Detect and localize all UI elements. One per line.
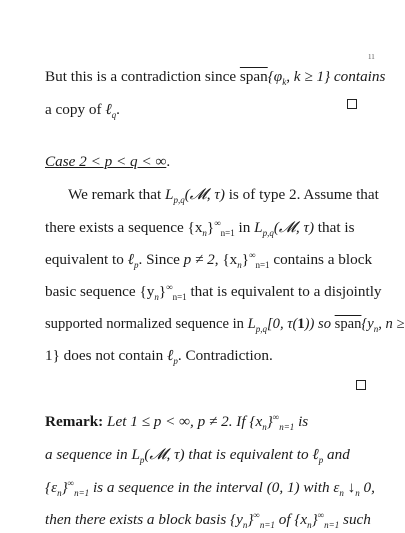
text-span: } — [266, 413, 273, 430]
text-span: that is equivalent to a disjointly — [186, 283, 382, 300]
remark-line-3 — [45, 479, 375, 497]
math-span: , n ≥ — [378, 316, 405, 332]
math-subscript: p,q — [255, 323, 267, 334]
math-subscript: n — [242, 520, 248, 531]
text-span: . Since — [138, 251, 184, 268]
text-span: a sequence in — [45, 446, 132, 463]
text-line-5 — [45, 219, 355, 237]
text-span: } — [247, 511, 254, 528]
text-span: and — [323, 446, 350, 463]
math-subscript: n=1 — [279, 422, 295, 433]
text-span: contains a block — [269, 251, 373, 268]
qed-box-2 — [356, 380, 366, 390]
text-span: . — [116, 101, 120, 118]
text-span: in — [234, 219, 255, 236]
math-symbol: L — [254, 219, 263, 236]
math-subscript: n — [57, 488, 62, 499]
text-span: } — [241, 251, 250, 268]
math-symbol: L — [247, 316, 256, 332]
math-symbol: ℓ — [312, 446, 319, 463]
remark-line-1 — [45, 413, 308, 431]
math-superscript: ∞ — [253, 509, 260, 520]
text-span: } — [61, 479, 68, 496]
text-span: 0, — [359, 479, 375, 496]
math-subscript: p — [134, 260, 139, 271]
text-span: } — [311, 511, 318, 528]
math-subscript: q — [111, 110, 117, 121]
text-span: . — [166, 153, 171, 170]
math-span: [0, τ( — [267, 316, 298, 332]
math-superscript: ∞ — [272, 411, 280, 422]
text-line-8 — [45, 315, 405, 333]
qed-box-1 — [347, 99, 357, 109]
math-subscript: n — [154, 292, 159, 303]
text-span: a copy of — [45, 101, 106, 118]
text-line-9 — [45, 347, 273, 365]
remark-label: Remark: — [45, 413, 104, 430]
text-span: {ε — [45, 479, 58, 496]
math-subscript: p — [139, 455, 145, 466]
text-span: } — [206, 219, 215, 236]
text-span: We remark that — [68, 186, 166, 203]
text-line-2 — [45, 101, 120, 119]
page-number: 11 — [368, 53, 375, 61]
math-bold-one: 1 — [297, 316, 305, 332]
math-subscript: n=1 — [172, 292, 187, 303]
math-superscript: ∞ — [67, 477, 75, 488]
text-span: , {x — [214, 251, 238, 268]
math-subscript: n=1 — [324, 520, 340, 531]
math-subscript: p — [173, 356, 178, 367]
math-span: , k ≥ 1} contains — [286, 68, 386, 85]
math-symbol: ℓ — [105, 101, 112, 118]
text-line-4 — [68, 186, 379, 204]
text-span: . Contradiction. — [177, 347, 273, 364]
math-subscript: n — [355, 488, 360, 499]
math-span: (𝓜, τ) — [184, 186, 225, 203]
math-span: p ≠ 2 — [183, 251, 215, 268]
math-superscript: ∞ — [249, 249, 256, 260]
math-span: )) so — [304, 316, 335, 332]
text-line-7 — [45, 283, 382, 301]
text-span: such — [339, 511, 371, 528]
math-span: (𝓜, τ) — [273, 219, 314, 236]
text-line-1 — [45, 68, 385, 86]
text-span: ↓ — [343, 479, 356, 496]
text-span: there exists a sequence {x — [45, 219, 203, 236]
text-span: } — [158, 283, 167, 300]
math-subscript: n=1 — [74, 488, 90, 499]
math-superscript: ∞ — [214, 217, 221, 228]
case-heading — [45, 153, 170, 171]
text-span: Let 1 ≤ p < ∞, p ≠ 2. If {x — [103, 413, 263, 430]
math-subscript: n — [237, 260, 242, 271]
overline-span-operator: span — [239, 68, 268, 85]
text-span: But this is a contradiction since — [45, 68, 240, 85]
text-span: is a sequence in the interval (0, 1) with ε — [89, 479, 340, 496]
math-symbol: ℓ — [127, 251, 134, 268]
text-span: supported normalized sequence in — [45, 316, 248, 332]
text-span: then there exists a block basis {y — [45, 511, 243, 528]
text-span: of {x — [274, 511, 308, 528]
overline-span-operator: span — [334, 316, 362, 332]
text-span: that is — [314, 219, 355, 236]
case-label: Case 2 < p < q < ∞ — [45, 153, 167, 170]
math-subscript: n — [339, 488, 344, 499]
text-span: 1} does not contain — [45, 347, 168, 364]
remark-line-4 — [45, 511, 371, 529]
math-subscript: k — [282, 77, 287, 88]
text-span: equivalent to — [45, 251, 128, 268]
math-span: {y — [361, 316, 374, 332]
math-subscript: n — [262, 422, 267, 433]
math-subscript: n=1 — [220, 228, 235, 239]
math-span: {φ — [267, 68, 283, 85]
math-subscript: n=1 — [255, 260, 270, 271]
math-span: (𝓜, τ) — [144, 446, 185, 463]
math-symbol: L — [131, 446, 140, 463]
text-span: is — [294, 413, 309, 430]
math-subscript: n — [202, 228, 207, 239]
math-symbol: ℓ — [167, 347, 174, 364]
text-span: is of type 2. Assume that — [224, 186, 379, 203]
math-subscript: n — [307, 520, 312, 531]
math-subscript: p,q — [173, 195, 185, 206]
math-subscript: p,q — [262, 228, 274, 239]
math-symbol: L — [165, 186, 174, 203]
math-superscript: ∞ — [317, 509, 325, 520]
math-subscript: n=1 — [259, 520, 275, 531]
math-subscript: p — [318, 455, 324, 466]
remark-line-2 — [45, 446, 350, 464]
math-subscript: n — [373, 323, 379, 334]
text-span: that is equivalent to — [184, 446, 313, 463]
math-superscript: ∞ — [166, 281, 173, 292]
text-span: basic sequence {y — [45, 283, 155, 300]
text-line-6 — [45, 251, 372, 269]
